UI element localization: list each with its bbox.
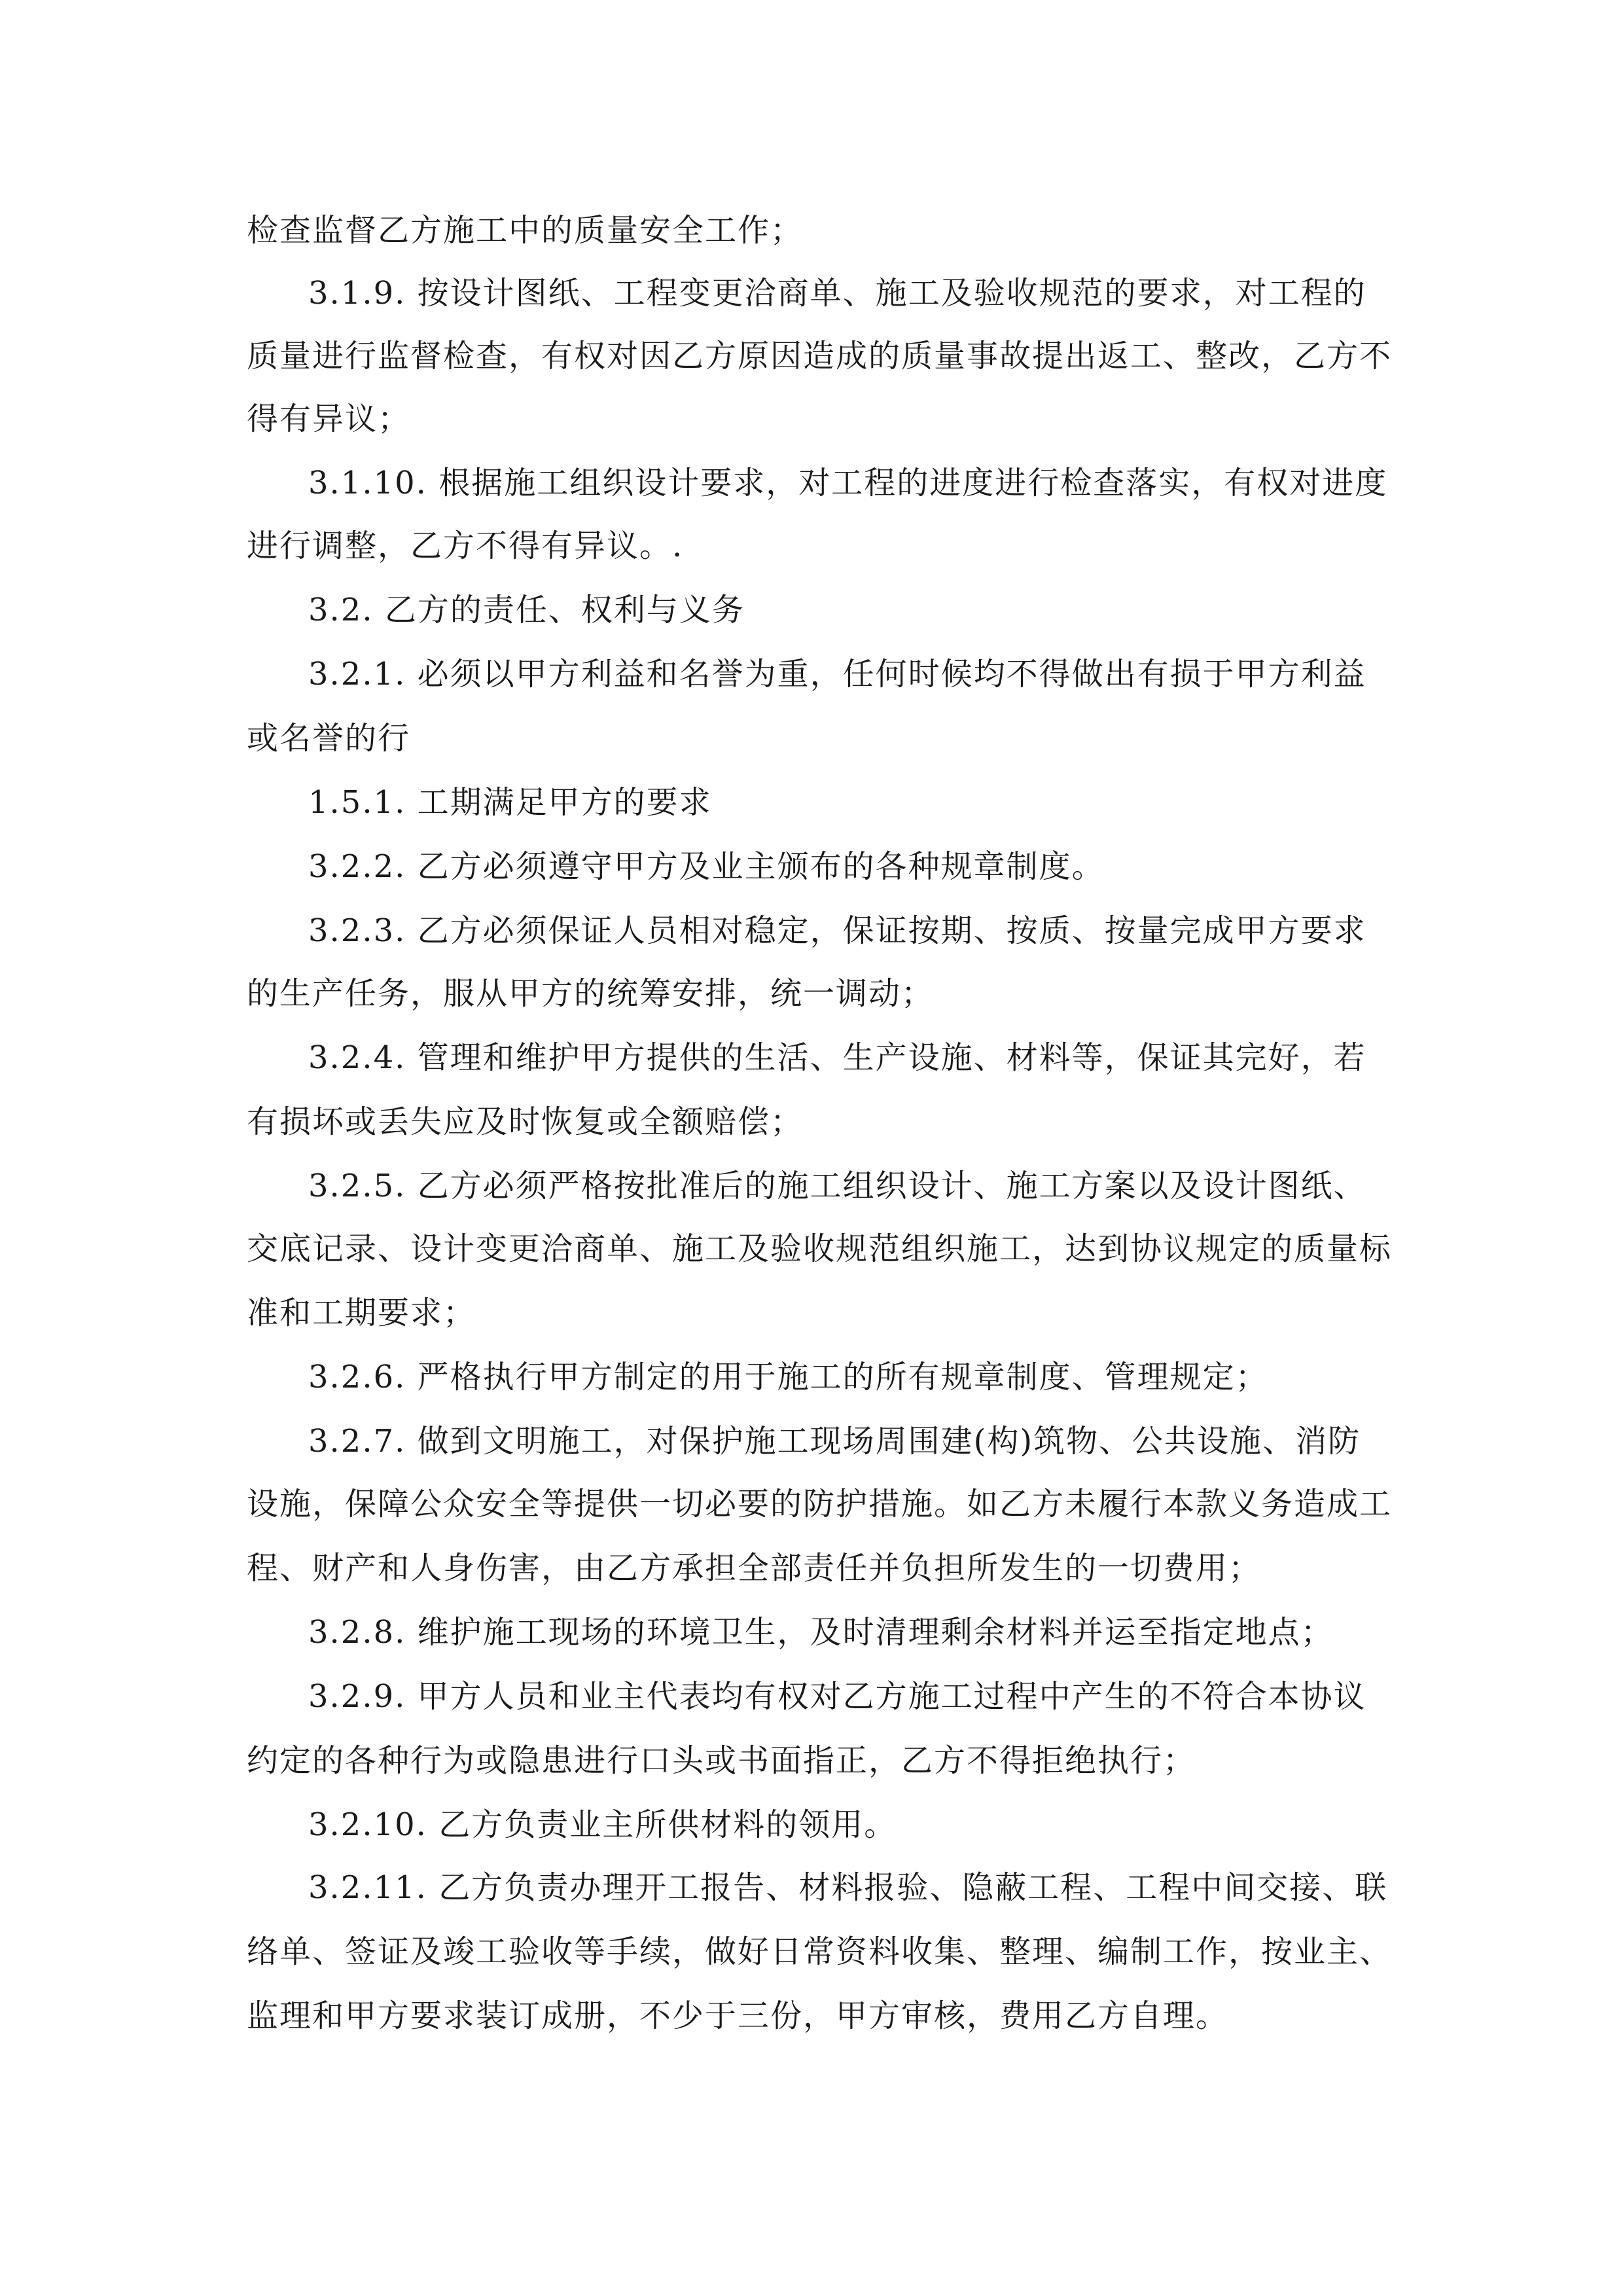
text-line: 3.1.9. 按设计图纸、工程变更洽商单、施工及验收规范的要求，对工程的 xyxy=(308,275,1366,312)
text-line: 3.2.8. 维护施工现场的环境卫生，及时清理剩余材料并运至指定地点； xyxy=(308,1614,1334,1651)
text-line: 3.1.10. 根据施工组织设计要求，对工程的进度进行检查落实，有权对进度 xyxy=(308,465,1388,501)
text-line: 3.2.5. 乙方必须严格按批准后的施工组织设计、施工方案以及设计图纸、 xyxy=(308,1168,1366,1204)
text-line: 设施，保障公众安全等提供一切必要的防护措施。如乙方未履行本款义务造成工 xyxy=(247,1486,1393,1522)
text-line: 检查监督乙方施工中的质量安全工作； xyxy=(247,212,804,249)
text-line: 3.2.1. 必须以甲方利益和名誉为重，任何时候均不得做出有损于甲方利益 xyxy=(308,656,1366,692)
text-line: 的生产任务，服从甲方的统筹安排，统一调动； xyxy=(247,975,935,1012)
text-line: 进行调整，乙方不得有异议。. xyxy=(247,528,684,564)
text-line: 有损坏或丢失应及时恢复或全额赔偿； xyxy=(247,1103,804,1140)
text-line: 络单、签证及竣工验收等手续，做好日常资料收集、整理、编制工作，按业主、 xyxy=(247,1933,1393,1970)
text-line: 交底记录、设计变更洽商单、施工及验收规范组织施工，达到协议规定的质量标 xyxy=(247,1230,1393,1267)
text-line: 准和工期要求； xyxy=(247,1295,476,1331)
section-heading: 3.2. 乙方的责任、权利与义务 xyxy=(308,592,745,628)
text-line: 1.5.1. 工期满足甲方的要求 xyxy=(308,784,712,821)
text-line: 3.2.10. 乙方负责业主所供材料的领用。 xyxy=(308,1806,897,1843)
text-line: 3.2.2. 乙方必须遵守甲方及业主颁布的各种规章制度。 xyxy=(308,848,1105,885)
text-line: 监理和甲方要求装订成册，不少于三份，甲方审核，费用乙方自理。 xyxy=(247,1998,1229,2034)
text-line: 3.2.9. 甲方人员和业主代表均有权对乙方施工过程中产生的不符合本协议 xyxy=(308,1678,1366,1715)
text-line: 3.2.4. 管理和维护甲方提供的生活、生产设施、材料等，保证其完好，若 xyxy=(308,1039,1366,1076)
text-line: 3.2.3. 乙方必须保证人员相对稳定，保证按期、按质、按量完成甲方要求 xyxy=(308,912,1366,949)
text-line: 3.2.11. 乙方负责办理开工报告、材料报验、隐蔽工程、工程中间交接、联 xyxy=(308,1869,1388,1906)
text-line: 3.2.7. 做到文明施工，对保护施工现场周围建(构)筑物、公共设施、消防 xyxy=(308,1423,1361,1460)
text-line: 质量进行监督检查，有权对因乙方原因造成的质量事故提出返工、整改，乙方不 xyxy=(247,338,1393,374)
text-line: 或名誉的行 xyxy=(247,720,411,757)
text-line: 得有异议； xyxy=(247,401,411,437)
text-line: 3.2.6. 严格执行甲方制定的用于施工的所有规章制度、管理规定； xyxy=(308,1359,1268,1395)
text-line: 程、财产和人身伤害，由乙方承担全部责任并负担所发生的一切费用； xyxy=(247,1550,1262,1587)
text-line: 约定的各种行为或隐患进行口头或书面指正，乙方不得拒绝执行； xyxy=(247,1742,1196,1779)
